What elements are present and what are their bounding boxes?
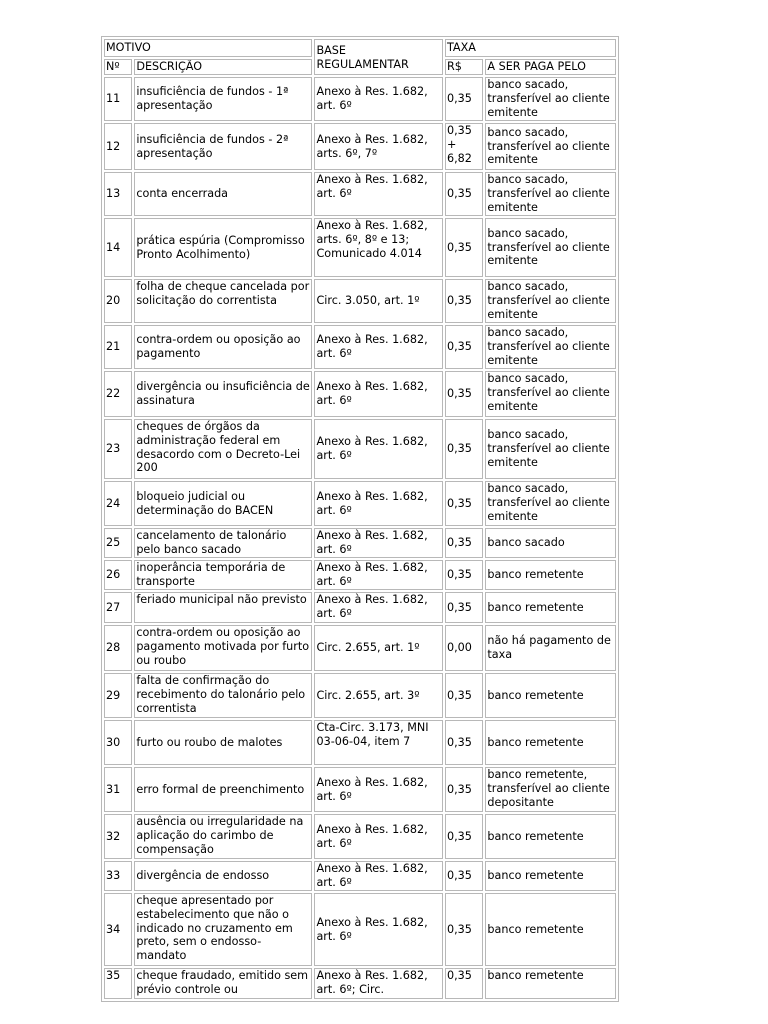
cell-descricao: falta de confirmação do recebimento do talonário pelo correntista bbox=[134, 673, 312, 718]
cell-taxa: 0,35 bbox=[445, 814, 483, 859]
cell-descricao: insuficiência de fundos - 1ª apresentação bbox=[134, 77, 312, 121]
cell-base-regulamentar: Anexo à Res. 1.682, art. 6º; Circ. bbox=[314, 968, 443, 999]
cell-taxa: 0,35 bbox=[445, 968, 483, 999]
cell-taxa: 0,35 bbox=[445, 893, 483, 966]
table-body bbox=[104, 39, 616, 999]
cell-a-ser-paga-pelo: banco remetente bbox=[485, 720, 616, 765]
cell-taxa: 0,35 bbox=[445, 325, 483, 369]
table-row bbox=[104, 814, 616, 859]
cell-base-regulamentar: Anexo à Res. 1.682, art. 6º bbox=[314, 893, 443, 966]
table-row bbox=[104, 172, 616, 216]
cell-base-regulamentar: Anexo à Res. 1.682, art. 6º bbox=[314, 528, 443, 558]
cell-numero: 30 bbox=[104, 720, 132, 765]
cell-a-ser-paga-pelo: banco sacado, transferível ao cliente emitente bbox=[485, 371, 616, 417]
header-motivo: MOTIVO bbox=[104, 39, 312, 57]
cell-taxa: 0,35 bbox=[445, 673, 483, 718]
table-row bbox=[104, 625, 616, 671]
cell-descricao: prática espúria (Compromisso Pronto Acolhimento) bbox=[134, 218, 312, 277]
cell-base-regulamentar: Cta-Circ. 3.173, MNI 03-06-04, item 7 bbox=[314, 720, 443, 765]
cell-base-regulamentar: Circ. 2.655, art. 3º bbox=[314, 673, 443, 718]
cell-numero: 32 bbox=[104, 814, 132, 859]
cell-taxa: 0,35 bbox=[445, 560, 483, 590]
cell-taxa: 0,00 bbox=[445, 625, 483, 671]
cell-descricao: conta encerrada bbox=[134, 172, 312, 216]
cell-descricao: cancelamento de talonário pelo banco sacado bbox=[134, 528, 312, 558]
table-row bbox=[104, 528, 616, 558]
cell-base-regulamentar: Anexo à Res. 1.682, art. 6º bbox=[314, 481, 443, 526]
cell-numero: 29 bbox=[104, 673, 132, 718]
cell-numero: 25 bbox=[104, 528, 132, 558]
header-base-regulamentar: BASE REGULAMENTAR bbox=[314, 39, 443, 75]
cell-base-regulamentar: Anexo à Res. 1.682, arts. 6º, 7º bbox=[314, 123, 443, 170]
cell-taxa: 0,35 bbox=[445, 172, 483, 216]
cell-numero: 20 bbox=[104, 279, 132, 323]
cell-a-ser-paga-pelo: banco remetente bbox=[485, 592, 616, 623]
header-row-1 bbox=[104, 39, 616, 57]
cell-taxa: 0,35 bbox=[445, 371, 483, 417]
cell-numero: 27 bbox=[104, 592, 132, 623]
cell-taxa: 0,35 bbox=[445, 861, 483, 891]
cell-a-ser-paga-pelo: banco sacado bbox=[485, 528, 616, 558]
cell-taxa: 0,35 bbox=[445, 592, 483, 623]
table-row bbox=[104, 371, 616, 417]
cell-base-regulamentar: Anexo à Res. 1.682, art. 6º bbox=[314, 77, 443, 121]
cell-a-ser-paga-pelo: banco remetente bbox=[485, 814, 616, 859]
cell-base-regulamentar: Circ. 3.050, art. 1º bbox=[314, 279, 443, 323]
table-row bbox=[104, 419, 616, 479]
cell-numero: 13 bbox=[104, 172, 132, 216]
cell-base-regulamentar: Anexo à Res. 1.682, art. 6º bbox=[314, 592, 443, 623]
table-row bbox=[104, 123, 616, 170]
cell-taxa: 0,35 + 6,82 bbox=[445, 123, 483, 170]
cell-numero: 28 bbox=[104, 625, 132, 671]
table-row bbox=[104, 325, 616, 369]
table-row bbox=[104, 560, 616, 590]
cell-a-ser-paga-pelo: banco remetente bbox=[485, 968, 616, 999]
cell-a-ser-paga-pelo: banco sacado, transferível ao cliente emitente bbox=[485, 325, 616, 369]
cell-taxa: 0,35 bbox=[445, 77, 483, 121]
table-row bbox=[104, 968, 616, 999]
cell-descricao: cheque fraudado, emitido sem prévio controle ou bbox=[134, 968, 312, 999]
cell-base-regulamentar: Circ. 2.655, art. 1º bbox=[314, 625, 443, 671]
cell-taxa: 0,35 bbox=[445, 218, 483, 277]
cell-taxa: 0,35 bbox=[445, 528, 483, 558]
cell-descricao: feriado municipal não previsto bbox=[134, 592, 312, 623]
cell-descricao: ausência ou irregularidade na aplicação do carimbo de compensação bbox=[134, 814, 312, 859]
cell-numero: 35 bbox=[104, 968, 132, 999]
table-row bbox=[104, 673, 616, 718]
cell-descricao: folha de cheque cancelada por solicitação do correntista bbox=[134, 279, 312, 323]
table-row bbox=[104, 861, 616, 891]
cell-base-regulamentar: Anexo à Res. 1.682, art. 6º bbox=[314, 861, 443, 891]
header-rs: R$ bbox=[445, 59, 483, 75]
table-row bbox=[104, 767, 616, 812]
table-row bbox=[104, 720, 616, 765]
cell-a-ser-paga-pelo: banco sacado, transferível ao cliente emitente bbox=[485, 123, 616, 170]
cell-base-regulamentar: Anexo à Res. 1.682, art. 6º bbox=[314, 325, 443, 369]
cell-a-ser-paga-pelo: banco sacado, transferível ao cliente emitente bbox=[485, 481, 616, 526]
cell-numero: 12 bbox=[104, 123, 132, 170]
cell-descricao: furto ou roubo de malotes bbox=[134, 720, 312, 765]
cell-taxa: 0,35 bbox=[445, 419, 483, 479]
cell-base-regulamentar: Anexo à Res. 1.682, arts. 6º, 8º e 13; Comunicado 4.014 bbox=[314, 218, 443, 277]
cell-taxa: 0,35 bbox=[445, 767, 483, 812]
cell-descricao: contra-ordem ou oposição ao pagamento bbox=[134, 325, 312, 369]
cell-base-regulamentar: Anexo à Res. 1.682, art. 6º bbox=[314, 371, 443, 417]
cell-base-regulamentar: Anexo à Res. 1.682, art. 6º bbox=[314, 767, 443, 812]
cell-numero: 11 bbox=[104, 77, 132, 121]
cell-a-ser-paga-pelo: banco remetente bbox=[485, 560, 616, 590]
cell-a-ser-paga-pelo: banco sacado, transferível ao cliente emitente bbox=[485, 279, 616, 323]
header-numero: Nº bbox=[104, 59, 132, 75]
cell-a-ser-paga-pelo: banco remetente, transferível ao cliente depositante bbox=[485, 767, 616, 812]
cell-a-ser-paga-pelo: banco sacado, transferível ao cliente emitente bbox=[485, 77, 616, 121]
cell-taxa: 0,35 bbox=[445, 481, 483, 526]
cell-descricao: insuficiência de fundos - 2ª apresentação bbox=[134, 123, 312, 170]
table-row bbox=[104, 893, 616, 966]
cell-numero: 22 bbox=[104, 371, 132, 417]
table-row bbox=[104, 592, 616, 623]
motivos-table bbox=[101, 36, 619, 1002]
cell-descricao: contra-ordem ou oposição ao pagamento motivada por furto ou roubo bbox=[134, 625, 312, 671]
cell-a-ser-paga-pelo: banco sacado, transferível ao cliente emitente bbox=[485, 419, 616, 479]
cell-base-regulamentar: Anexo à Res. 1.682, art. 6º bbox=[314, 814, 443, 859]
cell-numero: 33 bbox=[104, 861, 132, 891]
cell-numero: 21 bbox=[104, 325, 132, 369]
cell-descricao: divergência ou insuficiência de assinatura bbox=[134, 371, 312, 417]
cell-a-ser-paga-pelo: banco sacado, transferível ao cliente emitente bbox=[485, 172, 616, 216]
cell-descricao: erro formal de preenchimento bbox=[134, 767, 312, 812]
cell-a-ser-paga-pelo: banco remetente bbox=[485, 673, 616, 718]
header-a-ser-paga-pelo: A SER PAGA PELO bbox=[485, 59, 616, 75]
cell-a-ser-paga-pelo: banco sacado, transferível ao cliente emitente bbox=[485, 218, 616, 277]
cell-descricao: divergência de endosso bbox=[134, 861, 312, 891]
cell-a-ser-paga-pelo: banco remetente bbox=[485, 861, 616, 891]
cell-descricao: cheques de órgãos da administração federal em desacordo com o Decreto-Lei 200 bbox=[134, 419, 312, 479]
cell-a-ser-paga-pelo: não há pagamento de taxa bbox=[485, 625, 616, 671]
cell-descricao: cheque apresentado por estabelecimento que não o indicado no cruzamento em preto, sem o endosso-mandato bbox=[134, 893, 312, 966]
cell-base-regulamentar: Anexo à Res. 1.682, art. 6º bbox=[314, 560, 443, 590]
header-taxa: TAXA bbox=[445, 39, 616, 57]
cell-numero: 14 bbox=[104, 218, 132, 277]
cell-taxa: 0,35 bbox=[445, 720, 483, 765]
header-descricao: DESCRIÇÃO bbox=[134, 59, 312, 75]
table-row bbox=[104, 218, 616, 277]
cell-numero: 31 bbox=[104, 767, 132, 812]
table-row bbox=[104, 481, 616, 526]
table-row bbox=[104, 279, 616, 323]
cell-base-regulamentar: Anexo à Res. 1.682, art. 6º bbox=[314, 172, 443, 216]
cell-taxa: 0,35 bbox=[445, 279, 483, 323]
cell-descricao: bloqueio judicial ou determinação do BACEN bbox=[134, 481, 312, 526]
cell-numero: 24 bbox=[104, 481, 132, 526]
table-row bbox=[104, 77, 616, 121]
cell-base-regulamentar: Anexo à Res. 1.682, art. 6º bbox=[314, 419, 443, 479]
cell-a-ser-paga-pelo: banco remetente bbox=[485, 893, 616, 966]
cell-numero: 26 bbox=[104, 560, 132, 590]
cell-numero: 34 bbox=[104, 893, 132, 966]
cell-descricao: inoperância temporária de transporte bbox=[134, 560, 312, 590]
cell-numero: 23 bbox=[104, 419, 132, 479]
